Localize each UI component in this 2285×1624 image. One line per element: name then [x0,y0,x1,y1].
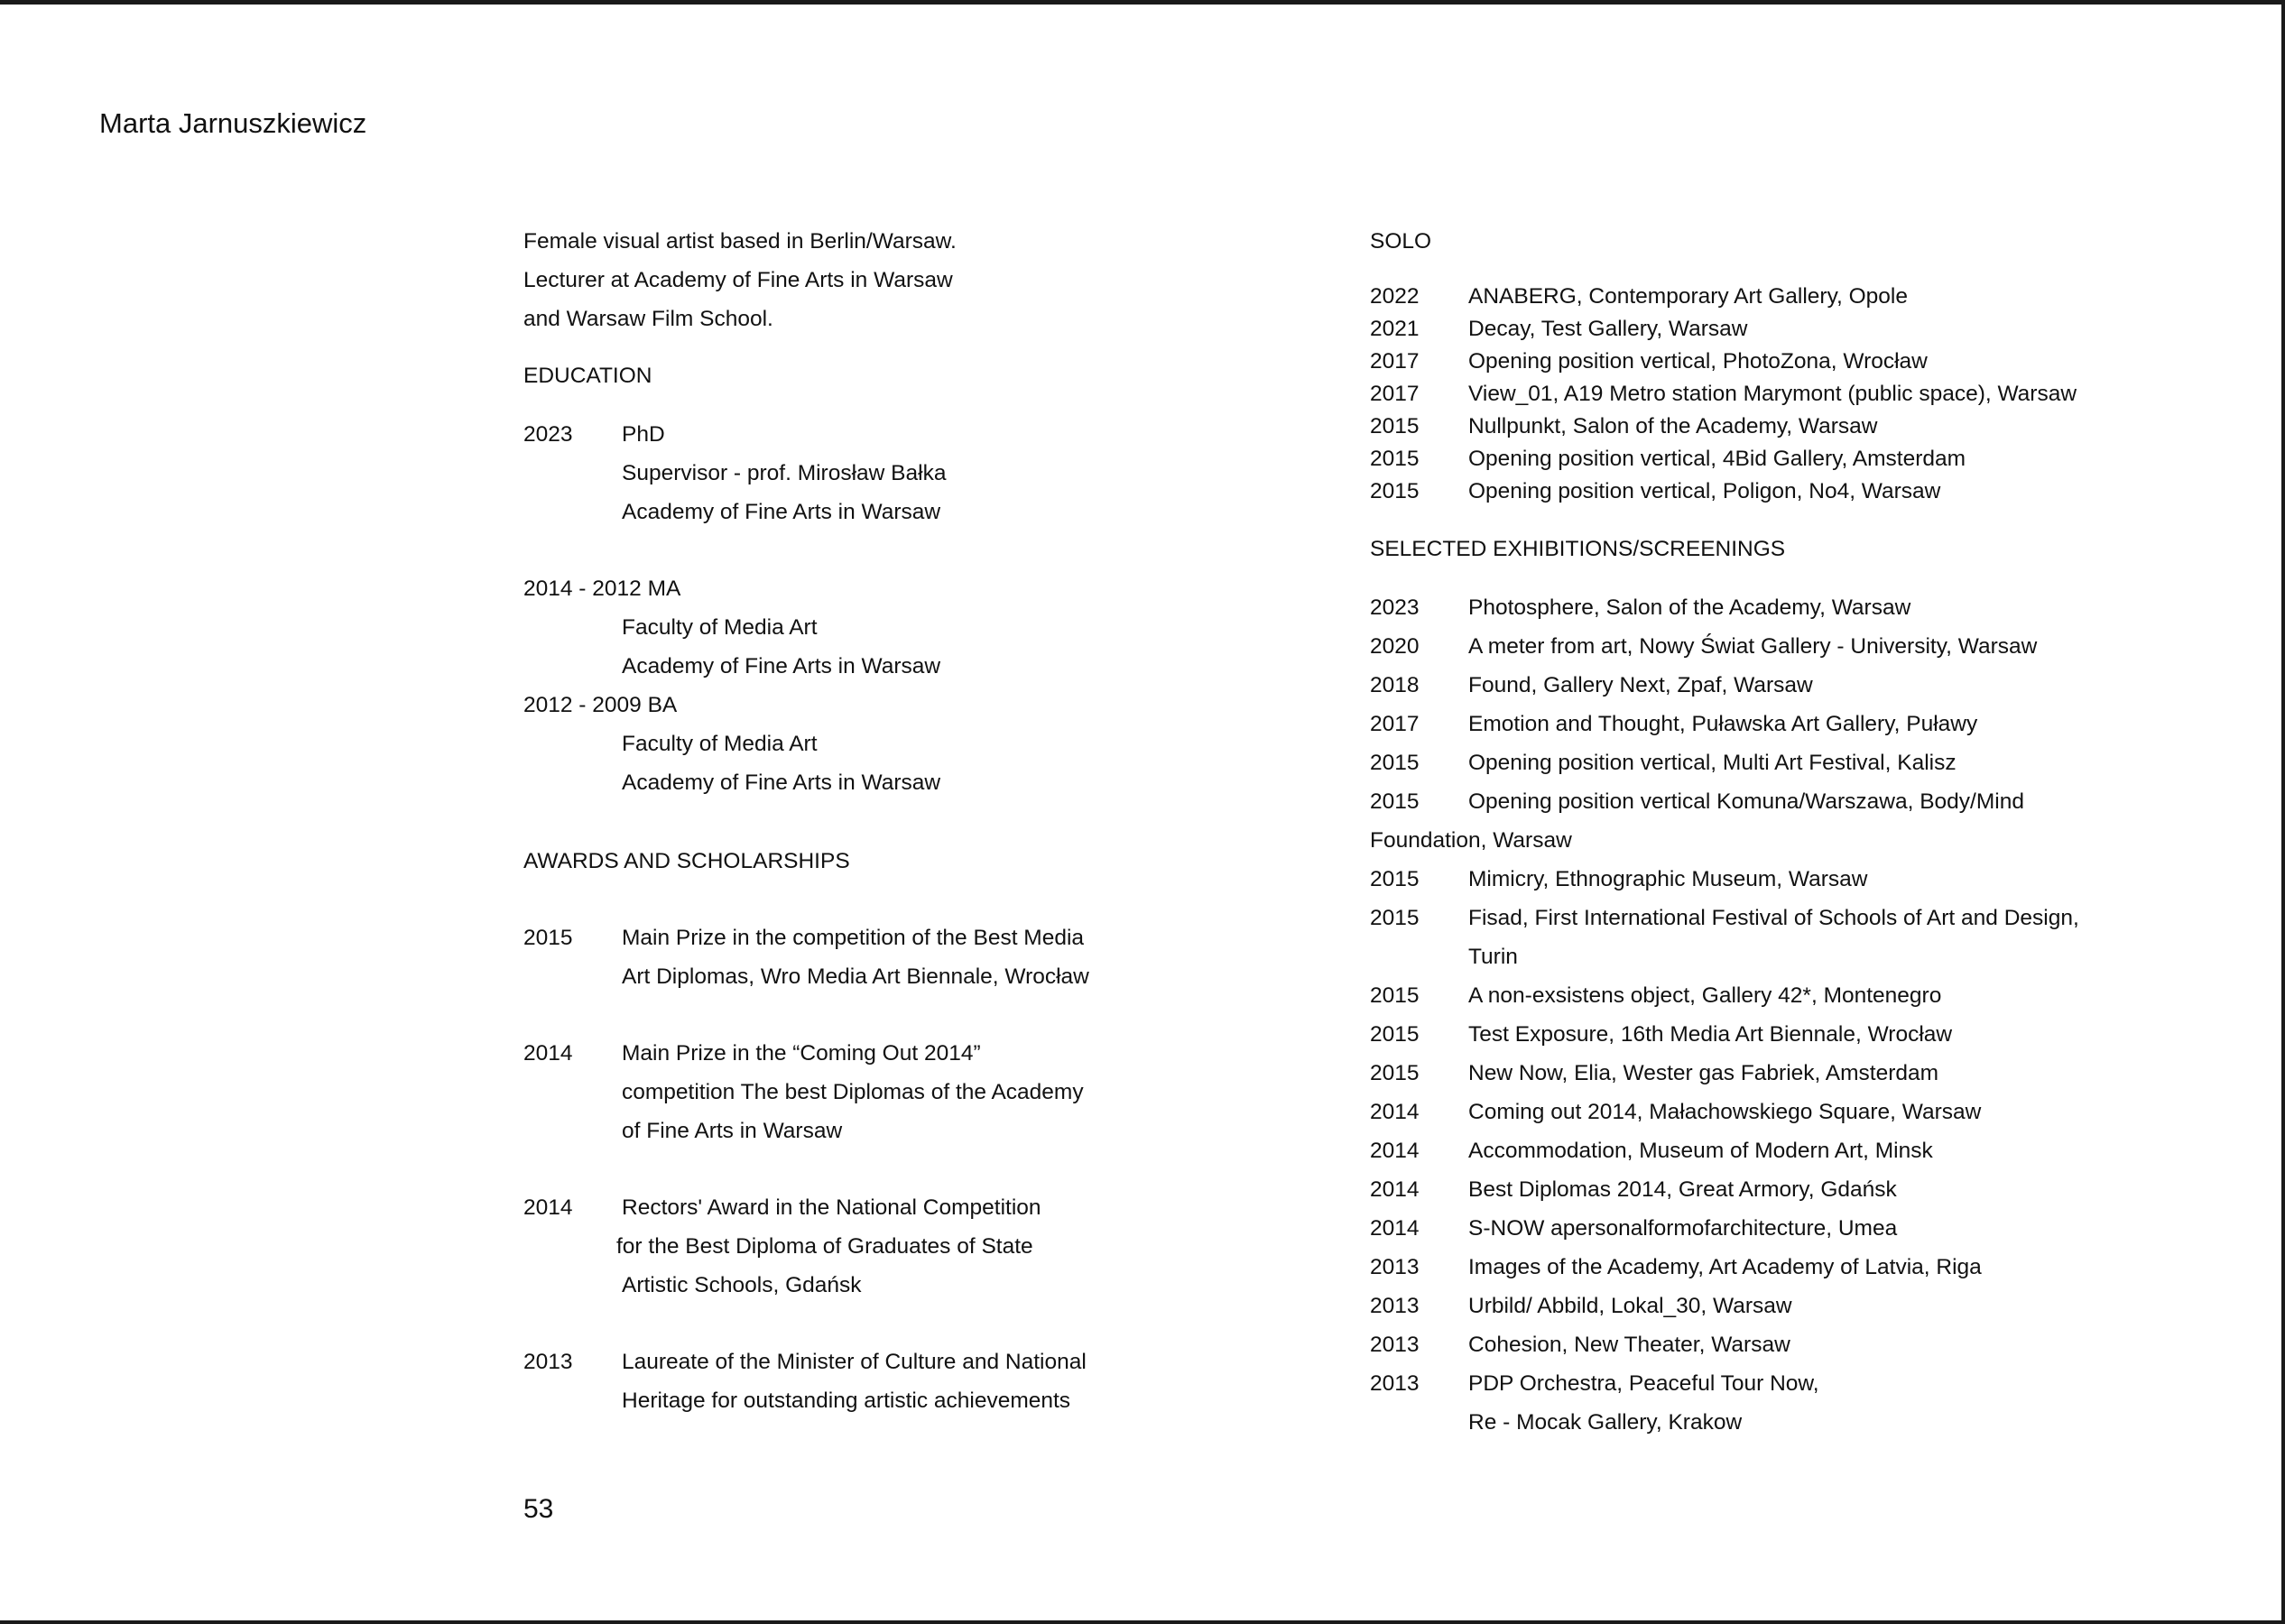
award-year: 2014 [523,1195,573,1220]
intro-line: Female visual artist based in Berlin/Warsaw. [523,229,957,254]
education-year: 2023 [523,422,573,447]
exhibition-entry [1370,860,2092,899]
solo-title: View_01, A19 Metro station Marymont (public space), Warsaw [1468,382,2077,406]
exhibition-entry [1370,1093,2092,1131]
award-entry [523,1188,1209,1305]
exhibition-title: Images of the Academy, Art Academy of Latvia, Riga [1468,1255,1982,1279]
exhibition-year: 2014 [1370,1139,1420,1163]
education-line: Academy of Fine Arts in Warsaw [622,500,941,524]
education-heading: EDUCATION [523,364,652,388]
exhibition-title-continued: Re - Mocak Gallery, Krakow [1468,1410,1743,1435]
exhibition-year: 2018 [1370,673,1420,697]
solo-year: 2021 [1370,317,1420,341]
award-line: Art Diplomas, Wro Media Art Biennale, Wrocław [622,964,1089,989]
award-year: 2015 [523,926,573,950]
education-year: 2012 - 2009 BA [523,693,678,717]
exhibition-entry [1370,627,2092,666]
exhibition-entry [1370,1170,2092,1209]
intro-paragraph [523,222,1209,338]
exhibition-entry [1370,666,2092,705]
exhibition-year: 2014 [1370,1177,1420,1202]
solo-year: 2022 [1370,284,1420,309]
exhibition-year: 2015 [1370,867,1420,891]
intro-line: and Warsaw Film School. [523,307,773,331]
exhibition-entry [1370,1364,2092,1442]
education-line: Faculty of Media Art [622,732,818,756]
award-line: for the Best Diploma of Graduates of State [616,1234,1033,1259]
exhibition-entry [1370,1015,2092,1054]
award-year: 2014 [523,1041,573,1066]
exhibition-year: 2017 [1370,712,1420,736]
solo-year: 2015 [1370,414,1420,438]
solo-entry [1370,313,2092,346]
left-column [523,222,1209,1420]
exhibition-title: Test Exposure, 16th Media Art Biennale, Wrocław [1468,1022,1953,1047]
award-line: Rectors' Award in the National Competition [622,1195,1041,1220]
exhibition-title: Emotion and Thought, Puławska Art Gallery, Puławy [1468,712,1978,736]
education-line: Supervisor - prof. Mirosław Bałka [622,461,947,485]
solo-year: 2015 [1370,479,1420,503]
education-degree: PhD [622,422,665,447]
solo-year: 2017 [1370,382,1420,406]
solo-heading: SOLO [1370,229,1432,254]
exhibition-title: A meter from art, Nowy Świat Gallery - University, Warsaw [1468,634,2038,659]
exhibition-title: Found, Gallery Next, Zpaf, Warsaw [1468,673,1813,697]
solo-title: ANABERG, Contemporary Art Gallery, Opole [1468,284,1908,309]
award-year: 2013 [523,1350,573,1374]
exhibition-entry [1370,1325,2092,1364]
education-line: Faculty of Media Art [622,615,818,640]
exhibition-title: Urbild/ Abbild, Lokal_30, Warsaw [1468,1294,1792,1318]
solo-title: Nullpunkt, Salon of the Academy, Warsaw [1468,414,1878,438]
exhibition-entry [1370,588,2092,627]
solo-entry [1370,411,2092,443]
exhibition-year: 2013 [1370,1333,1420,1357]
exhibition-year: 2015 [1370,1061,1420,1085]
exhibition-title: Photosphere, Salon of the Academy, Warsaw [1468,595,1911,620]
awards-heading: AWARDS AND SCHOLARSHIPS [523,849,850,873]
exhibition-year: 2014 [1370,1100,1420,1124]
exhibition-title: Fisad, First International Festival of Schools of Art and Design, [1468,906,2079,930]
education-entry [523,686,1209,802]
exhibition-entry [1370,1248,2092,1287]
solo-entry [1370,281,2092,313]
selected-exhibitions-list [1370,588,2092,1442]
solo-list [1370,281,2092,508]
award-line: Main Prize in the competition of the Best Media [622,926,1085,950]
exhibition-title: A non-exsistens object, Gallery 42*, Montenegro [1468,983,1942,1008]
exhibition-title: Opening position vertical, Multi Art Festival, Kalisz [1468,751,1957,775]
education-entry [523,415,1209,531]
exhibition-entry [1370,1131,2092,1170]
solo-entry [1370,378,2092,411]
exhibition-year: 2014 [1370,1216,1420,1241]
exhibition-title: Mimicry, Ethnographic Museum, Warsaw [1468,867,1868,891]
exhibition-title: New Now, Elia, Wester gas Fabriek, Amsterdam [1468,1061,1939,1085]
award-line: Laureate of the Minister of Culture and National [622,1350,1087,1374]
exhibition-entry [1370,705,2092,743]
exhibition-title-continued: Turin [1468,945,1518,969]
page-number: 53 [523,1494,554,1524]
solo-year: 2015 [1370,447,1420,471]
exhibition-entry [1370,1054,2092,1093]
exhibition-title-continued: Foundation, Warsaw [1370,828,1572,853]
exhibition-entry [1370,899,2092,976]
exhibition-year: 2013 [1370,1255,1420,1279]
solo-title: Opening position vertical, Poligon, No4, Warsaw [1468,479,1941,503]
exhibition-year: 2015 [1370,983,1420,1008]
exhibition-year: 2015 [1370,906,1420,930]
exhibition-year: 2015 [1370,751,1420,775]
solo-year: 2017 [1370,349,1420,374]
award-line: Main Prize in the “Coming Out 2014” [622,1041,981,1066]
award-entry [523,1034,1209,1150]
exhibition-entry [1370,782,2092,860]
education-entry [523,569,1209,686]
exhibition-year: 2015 [1370,1022,1420,1047]
exhibition-title: Coming out 2014, Małachowskiego Square, Warsaw [1468,1100,1982,1124]
award-entry [523,918,1209,996]
award-line: Heritage for outstanding artistic achievements [622,1389,1071,1413]
right-column [1370,222,2092,1442]
award-entry [523,1343,1209,1420]
education-line: Academy of Fine Arts in Warsaw [622,654,941,678]
exhibition-entry [1370,1209,2092,1248]
exhibition-entry [1370,976,2092,1015]
education-line: Academy of Fine Arts in Warsaw [622,770,941,795]
exhibition-entry [1370,1287,2092,1325]
solo-title: Decay, Test Gallery, Warsaw [1468,317,1748,341]
award-line: of Fine Arts in Warsaw [622,1119,843,1143]
exhibition-year: 2013 [1370,1294,1420,1318]
exhibition-year: 2020 [1370,634,1420,659]
exhibition-title: PDP Orchestra, Peaceful Tour Now, [1468,1371,1819,1396]
solo-title: Opening position vertical, 4Bid Gallery, Amsterdam [1468,447,1966,471]
solo-entry [1370,475,2092,508]
exhibition-entry [1370,743,2092,782]
author-name: Marta Jarnuszkiewicz [99,107,367,139]
exhibition-title: Opening position vertical Komuna/Warszawa, Body/Mind [1468,789,2024,814]
intro-line: Lecturer at Academy of Fine Arts in Warsaw [523,268,953,292]
education-year: 2014 - 2012 MA [523,577,681,601]
solo-entry [1370,443,2092,475]
exhibition-title: Cohesion, New Theater, Warsaw [1468,1333,1790,1357]
solo-entry [1370,346,2092,378]
exhibition-year: 2015 [1370,789,1420,814]
solo-title: Opening position vertical, PhotoZona, Wrocław [1468,349,1928,374]
exhibition-year: 2013 [1370,1371,1420,1396]
award-line: Artistic Schools, Gdańsk [622,1273,862,1297]
exhibition-title: S-NOW apersonalformofarchitecture, Umea [1468,1216,1898,1241]
award-line: competition The best Diplomas of the Academy [622,1080,1084,1104]
exhibition-year: 2023 [1370,595,1420,620]
selected-exhibitions-heading: SELECTED EXHIBITIONS/SCREENINGS [1370,537,1786,561]
exhibition-title: Accommodation, Museum of Modern Art, Minsk [1468,1139,1933,1163]
exhibition-title: Best Diplomas 2014, Great Armory, Gdańsk [1468,1177,1897,1202]
